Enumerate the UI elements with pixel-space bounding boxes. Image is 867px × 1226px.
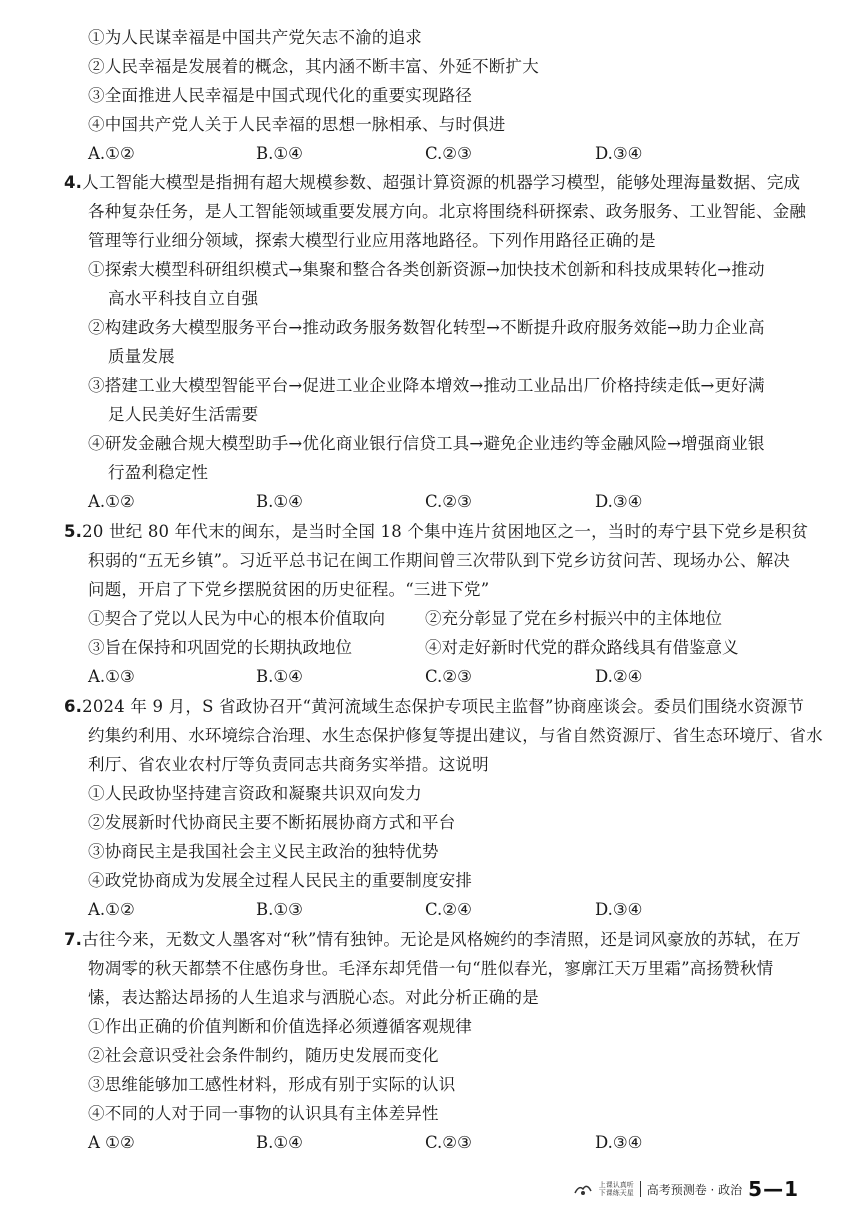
choice-a: A.①② <box>88 144 135 163</box>
option-4: ④对走好新时代党的群众路线具有借鉴意义 <box>425 638 739 657</box>
stem-line: 问题，开启了下党乡摆脱贫困的历史征程。“三进下党” <box>88 580 490 599</box>
stem-line: 愫，表达豁达昂扬的人生追求与洒脱心态。对此分析正确的是 <box>88 988 539 1007</box>
option-line: 质量发展 <box>108 347 175 366</box>
choice-c: C.②③ <box>425 1133 472 1152</box>
page-number: 5—1 <box>748 1177 799 1201</box>
choice-a: A.①③ <box>88 667 135 686</box>
option-line: ②人民幸福是发展着的概念，其内涵不断丰富、外延不断扩大 <box>88 57 539 76</box>
question-4-stem <box>64 173 801 193</box>
choice-a: A ①② <box>88 1133 135 1152</box>
option-line: 高水平科技自立自强 <box>108 289 259 308</box>
stem-line: 物凋零的秋天都禁不住感伤身世。毛泽东却凭借一句“胜似春光，寥廓江天万里霜”高扬赞秋情 <box>88 959 774 978</box>
stem-line: 管理等行业细分领域，探索大模型行业应用落地路径。下列作用路径正确的是 <box>88 231 656 250</box>
option-line: ④政党协商成为发展全过程人民民主的重要制度安排 <box>88 871 473 890</box>
option-line: ④研发金融合规大模型助手→优化商业银行信贷工具→避免企业违约等金融风险→增强商业银 <box>88 434 765 453</box>
stem-text: 20 世纪 80 年代末的闽东，是当时全国 18 个集中连片贫困地区之一，当时的寿宁县下党乡是积贫 <box>82 522 809 541</box>
stem-text: 人工智能大模型是指拥有超大规模参数、超强计算资源的机器学习模型，能够处理海量数据、完成 <box>82 173 801 192</box>
question-number: 5. <box>64 522 83 541</box>
choice-d: D.③④ <box>595 1133 643 1152</box>
choice-b: B.①④ <box>256 144 303 163</box>
option-line: ③协商民主是我国社会主义民主政治的独特优势 <box>88 842 439 861</box>
choice-a: A.①② <box>88 492 135 511</box>
option-line: ②构建政务大模型服务平台→推动政务服务数智化转型→不断提升政府服务效能→助力企业高 <box>88 318 765 337</box>
choice-b: B.①③ <box>256 900 303 919</box>
option-line: ②社会意识受社会条件制约，随历史发展而变化 <box>88 1046 439 1065</box>
option-3: ③旨在保持和巩固党的长期执政地位 <box>88 638 352 657</box>
option-row <box>88 609 808 629</box>
choice-c: C.②④ <box>425 900 472 919</box>
option-line: ③全面推进人民幸福是中国式现代化的重要实现路径 <box>88 86 473 105</box>
choice-a: A.①② <box>88 900 135 919</box>
option-line: ①探索大模型科研组织模式→集聚和整合各类创新资源→加快技术创新和科技成果转化→推动 <box>88 260 765 279</box>
option-line: ①作出正确的价值判断和价值选择必须遵循客观规律 <box>88 1017 473 1036</box>
question-6-stem <box>64 697 805 717</box>
option-line: ②发展新时代协商民主要不断拓展协商方式和平台 <box>88 813 456 832</box>
answer-choices <box>88 667 808 687</box>
question-7-stem <box>64 930 801 950</box>
question-number: 7. <box>64 930 83 949</box>
stem-text: 古往今来，无数文人墨客对“秋”情有独钟。无论是风格婉约的李清照，还是词风豪放的苏轼，在万 <box>82 930 801 949</box>
choice-c: C.②③ <box>425 667 472 686</box>
page-footer <box>573 1178 799 1200</box>
choice-b: B.①④ <box>256 492 303 511</box>
question-5-stem <box>64 522 809 542</box>
stem-line: 利厅、省农业农村厅等负责同志共商务实举措。这说明 <box>88 755 489 774</box>
option-1: ①契合了党以人民为中心的根本价值取向 <box>88 609 385 628</box>
answer-choices <box>88 144 808 164</box>
option-line: ①为人民谋幸福是中国共产党矢志不渝的追求 <box>88 28 422 47</box>
series-title: 高考预测卷 · 政治 <box>646 1182 743 1197</box>
option-row <box>88 638 808 658</box>
option-line: ④中国共产党人关于人民幸福的思想一脉相承、与时俱进 <box>88 115 506 134</box>
option-line: ①人民政协坚持建言资政和凝聚共识双向发力 <box>88 784 422 803</box>
brand-line: 下课练天星 <box>598 1189 634 1197</box>
stem-line: 约集约利用、水环境综合治理、水生态保护修复等提出建议，与省自然资源厅、省生态环境厅、省水 <box>88 726 823 745</box>
option-line: ③搭建工业大模型智能平台→促进工业企业降本增效→推动工业品出厂价格持续走低→更好满 <box>88 376 765 395</box>
option-line: ④不同的人对于同一事物的认识具有主体差异性 <box>88 1104 439 1123</box>
stem-text: 2024 年 9 月，S 省政协召开“黄河流域生态保护专项民主监督”协商座谈会。委员们围绕水资源节 <box>82 697 805 716</box>
publisher-logo-icon <box>573 1181 593 1197</box>
choice-c: C.②③ <box>425 144 472 163</box>
option-2: ②充分彰显了党在乡村振兴中的主体地位 <box>425 609 722 628</box>
option-line: 行盈利稳定性 <box>108 463 209 482</box>
footer-divider <box>640 1181 641 1197</box>
choice-b: B.①④ <box>256 1133 303 1152</box>
choice-d: D.③④ <box>595 492 643 511</box>
choice-d: D.③④ <box>595 144 643 163</box>
answer-choices <box>88 492 808 512</box>
option-line: 足人民美好生活需要 <box>108 405 259 424</box>
choice-d: D.②④ <box>595 667 643 686</box>
brand-line: 上课认真听 <box>598 1181 634 1189</box>
question-number: 4. <box>64 173 83 192</box>
stem-line: 积弱的“五无乡镇”。习近平总书记在闽工作期间曾三次带队到下党乡访贫问苦、现场办公、解决 <box>88 551 790 570</box>
brand-slogan <box>599 1181 634 1197</box>
choice-c: C.②③ <box>425 492 472 511</box>
option-line: ③思维能够加工感性材料，形成有别于实际的认识 <box>88 1075 456 1094</box>
question-number: 6. <box>64 697 83 716</box>
stem-line: 各种复杂任务，是人工智能领域重要发展方向。北京将围绕科研探索、政务服务、工业智能、金融 <box>88 202 807 221</box>
choice-d: D.③④ <box>595 900 643 919</box>
answer-choices <box>88 1133 808 1153</box>
choice-b: B.①④ <box>256 667 303 686</box>
answer-choices <box>88 900 808 920</box>
